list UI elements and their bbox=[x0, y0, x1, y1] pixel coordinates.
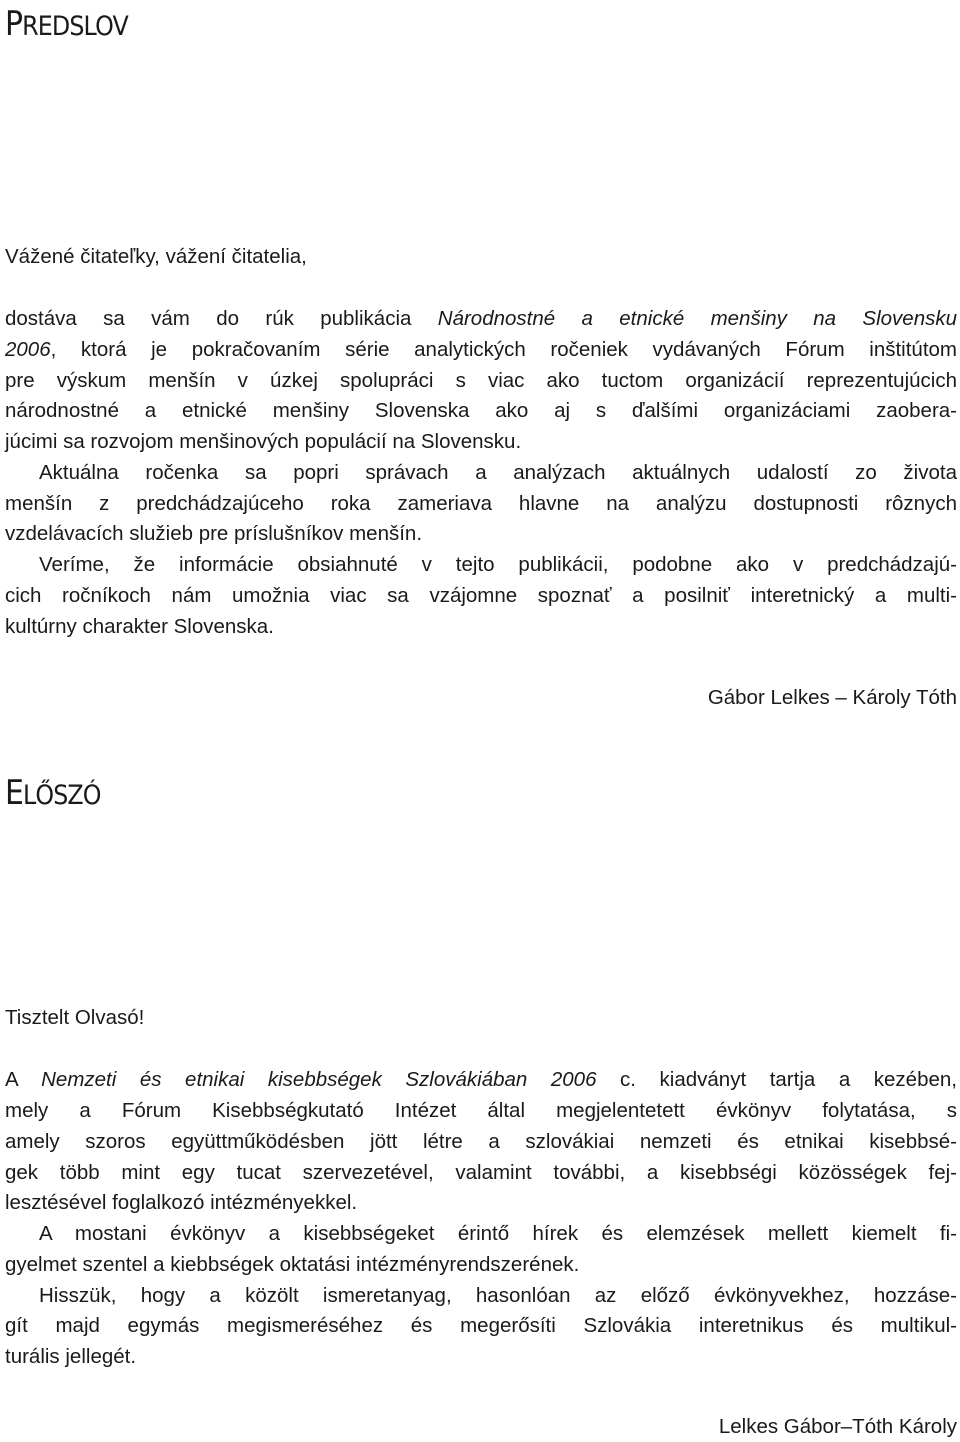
text-line: amely szoros együttműködésben jött létre a szlovákiai nemzeti és etnikai kisebbsé- bbox=[5, 1129, 957, 1153]
text-line: A Nemzeti és etnikai kisebbségek Szlovákiában 2006 c. kiadványt tartja a kezében, bbox=[5, 1068, 957, 1092]
text-line: gyelmet szentel a kiebbségek oktatási intézményrendszerének. bbox=[5, 1252, 580, 1276]
text-line: turális jellegét. bbox=[5, 1345, 137, 1368]
text-line: menšín z predchádzajúceho roka zameriava hlavne na analýzu dostupnosti rôznych bbox=[5, 491, 957, 515]
title-rest: LŐSZÓ bbox=[23, 780, 101, 812]
title-initial: E bbox=[5, 773, 24, 814]
title-rest: REDSLOV bbox=[22, 11, 128, 42]
text-line: vzdelávacích služieb pre príslušníkov menšín. bbox=[5, 522, 423, 546]
signature-sk: Gábor Lelkes – Károly Tóth bbox=[707, 686, 957, 710]
salutation-sk: Vážené čitateľky, vážení čitatelia, bbox=[5, 245, 307, 268]
text-line: lesztésével foglalkozó intézményekkel. bbox=[5, 1191, 358, 1215]
page bbox=[5, 0, 957, 1442]
text-line: Hisszük, hogy a közölt ismeretanyag, hasonlóan az előző évkönyvekhez, hozzáse- bbox=[39, 1283, 957, 1307]
text-line: gek több mint egy tucat szervezetével, valamint további, a kisebbségi közösségek fej- bbox=[5, 1160, 957, 1184]
body-text-sk bbox=[5, 304, 957, 642]
signature-hu: Lelkes Gábor–Tóth Károly bbox=[718, 1414, 957, 1438]
text-line: cich ročníkoch nám umožnia viac sa vzájomne spoznať a posilniť interetnický a multi- bbox=[5, 583, 957, 607]
text-line: A mostani évkönyv a kisebbségeket érintő hírek és elemzések mellett kiemelt fi- bbox=[39, 1222, 957, 1245]
section-title-eloszo bbox=[5, 773, 843, 816]
title-initial: P bbox=[5, 4, 23, 44]
text-line: 2006, ktorá je pokračovaním série analytických ročeniek vydávaných Fórum inštitútom bbox=[5, 337, 957, 361]
text-line: dostáva sa vám do rúk publikácia Národnostné a etnické menšiny na Slovensku bbox=[5, 307, 957, 330]
text-line: gít majd egymás megismeréséhez és megerősíti Szlovákia interetnikus és multikul- bbox=[5, 1314, 957, 1338]
salutation-hu: Tisztelt Olvasó! bbox=[5, 1006, 145, 1030]
text-line: pre výskum menšín v úzkej spolupráci s viac ako tuctom organizácií reprezentujúcich bbox=[5, 368, 957, 392]
section-title-predslov bbox=[5, 4, 843, 47]
body-text-hu bbox=[5, 1065, 957, 1373]
text-line: mely a Fórum Kisebbségkutató Intézet által megjelentetett évkönyv folytatása, s bbox=[5, 1099, 957, 1122]
text-line: kultúrny charakter Slovenska. bbox=[5, 614, 274, 638]
text-line: Aktuálna ročenka sa popri správach a analýzach aktuálnych udalostí zo života bbox=[39, 460, 957, 484]
text-line: júcimi sa rozvojom menšinových populácií na Slovensku. bbox=[5, 430, 522, 453]
text-line: Veríme, že informácie obsiahnuté v tejto publikácii, podobne ako v predchádzajú- bbox=[39, 553, 957, 576]
text-line: národnostné a etnické menšiny Slovenska ako aj s ďalšími organizáciami zaobera- bbox=[5, 399, 957, 423]
